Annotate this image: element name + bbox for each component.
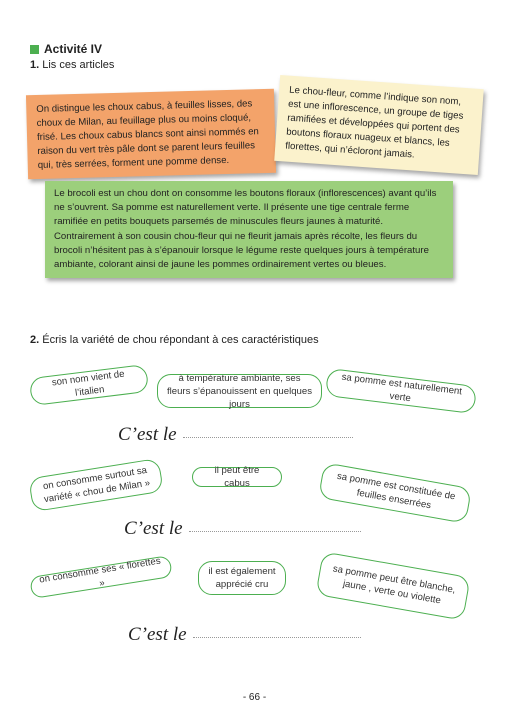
question-2-text: Écris la variété de chou répondant à ces caractéristiques (42, 334, 319, 346)
clue-text: sa pomme est constituée de feuilles enserrées (336, 470, 457, 512)
answer-blank[interactable] (193, 636, 361, 638)
answer-prefix: C’est le (124, 518, 183, 539)
answer-line (118, 424, 353, 446)
answer-line (128, 624, 361, 646)
note-choux-cabus (26, 89, 276, 179)
answer-prefix: C’est le (118, 424, 177, 445)
clue-bubble (318, 462, 472, 524)
question-1-text: Lis ces articles (42, 59, 115, 71)
answer-line (124, 518, 361, 540)
clue-text: sa pomme est naturellement verte (341, 371, 463, 405)
question-1-number: 1. (30, 59, 40, 71)
note-chou-fleur (274, 75, 484, 175)
clue-text: il peut être cabus (214, 465, 260, 489)
clue-text: à température ambiante, ses fleurs s’épanouissent en quelques jours (166, 372, 313, 410)
note-orange-text: On distingue les choux cabus, à feuilles lisses, des choux de Milan, au feuillage plus ou moins cloqué, frisé. Les choux cabus blancs sont ainsi nommés en raison du vert très pâle dont se parent leurs feuilles qui, très serrées, forment une pomme dense. (36, 98, 259, 171)
clue-bubble (315, 551, 470, 620)
clue-text: il est également apprécié cru (208, 566, 276, 590)
page-number: - 66 - (242, 692, 267, 703)
answer-prefix: C’est le (128, 624, 187, 645)
clue-bubble (28, 458, 164, 512)
answer-blank[interactable] (183, 436, 353, 438)
activity-heading (30, 42, 102, 56)
question-2 (30, 334, 319, 346)
clue-text: son nom vient de l’italien (51, 368, 126, 399)
clue-bubble (29, 555, 173, 599)
clue-text: sa pomme peut être blanche, jaune , verte ou violette (331, 563, 457, 607)
activity-title: Activité IV (44, 42, 103, 56)
clue-bubble (325, 368, 477, 414)
note-green-paragraph-2: Contrairement à son cousin chou-fleur qui ne fleurit jamais après récolte, les fleurs du brocoli n’hésitent pas à s’épanouir lorsque le légume reste quelques jours à température ambiante, colorant ainsi de jaune les pommes ordinairement vertes ou bleues. (54, 230, 429, 271)
note-cream-text: Le chou-fleur, comme l’indique son nom, est une inflorescence, un groupe de tiges ramifiées et développées qui portent des boutons floraux nuageux et blancs, les florettes, qui n’écloront jamais. (284, 84, 464, 161)
clue-bubble (198, 561, 286, 595)
note-brocoli (45, 181, 453, 278)
clue-bubble (157, 374, 322, 408)
note-green-paragraph-1: Le brocoli est un chou dont on consomme les boutons floraux (inflorescences) avant qu’ils ne s’ouvrent. Sa pomme est naturellement verte. Il présente une tige centrale ferme ramifiée en petits bouquets parsemés de minuscules fleurs jaunes à maturité. (54, 188, 437, 228)
clue-bubble (29, 364, 150, 406)
question-1 (30, 59, 114, 71)
answer-blank[interactable] (189, 530, 361, 532)
clue-text: on consomme ses « florettes » (38, 555, 162, 590)
clue-text: on consomme surtout sa variété « chou de Milan » (42, 464, 151, 506)
clue-bubble (192, 467, 282, 487)
question-2-number: 2. (30, 334, 40, 346)
green-square-icon (30, 45, 39, 54)
